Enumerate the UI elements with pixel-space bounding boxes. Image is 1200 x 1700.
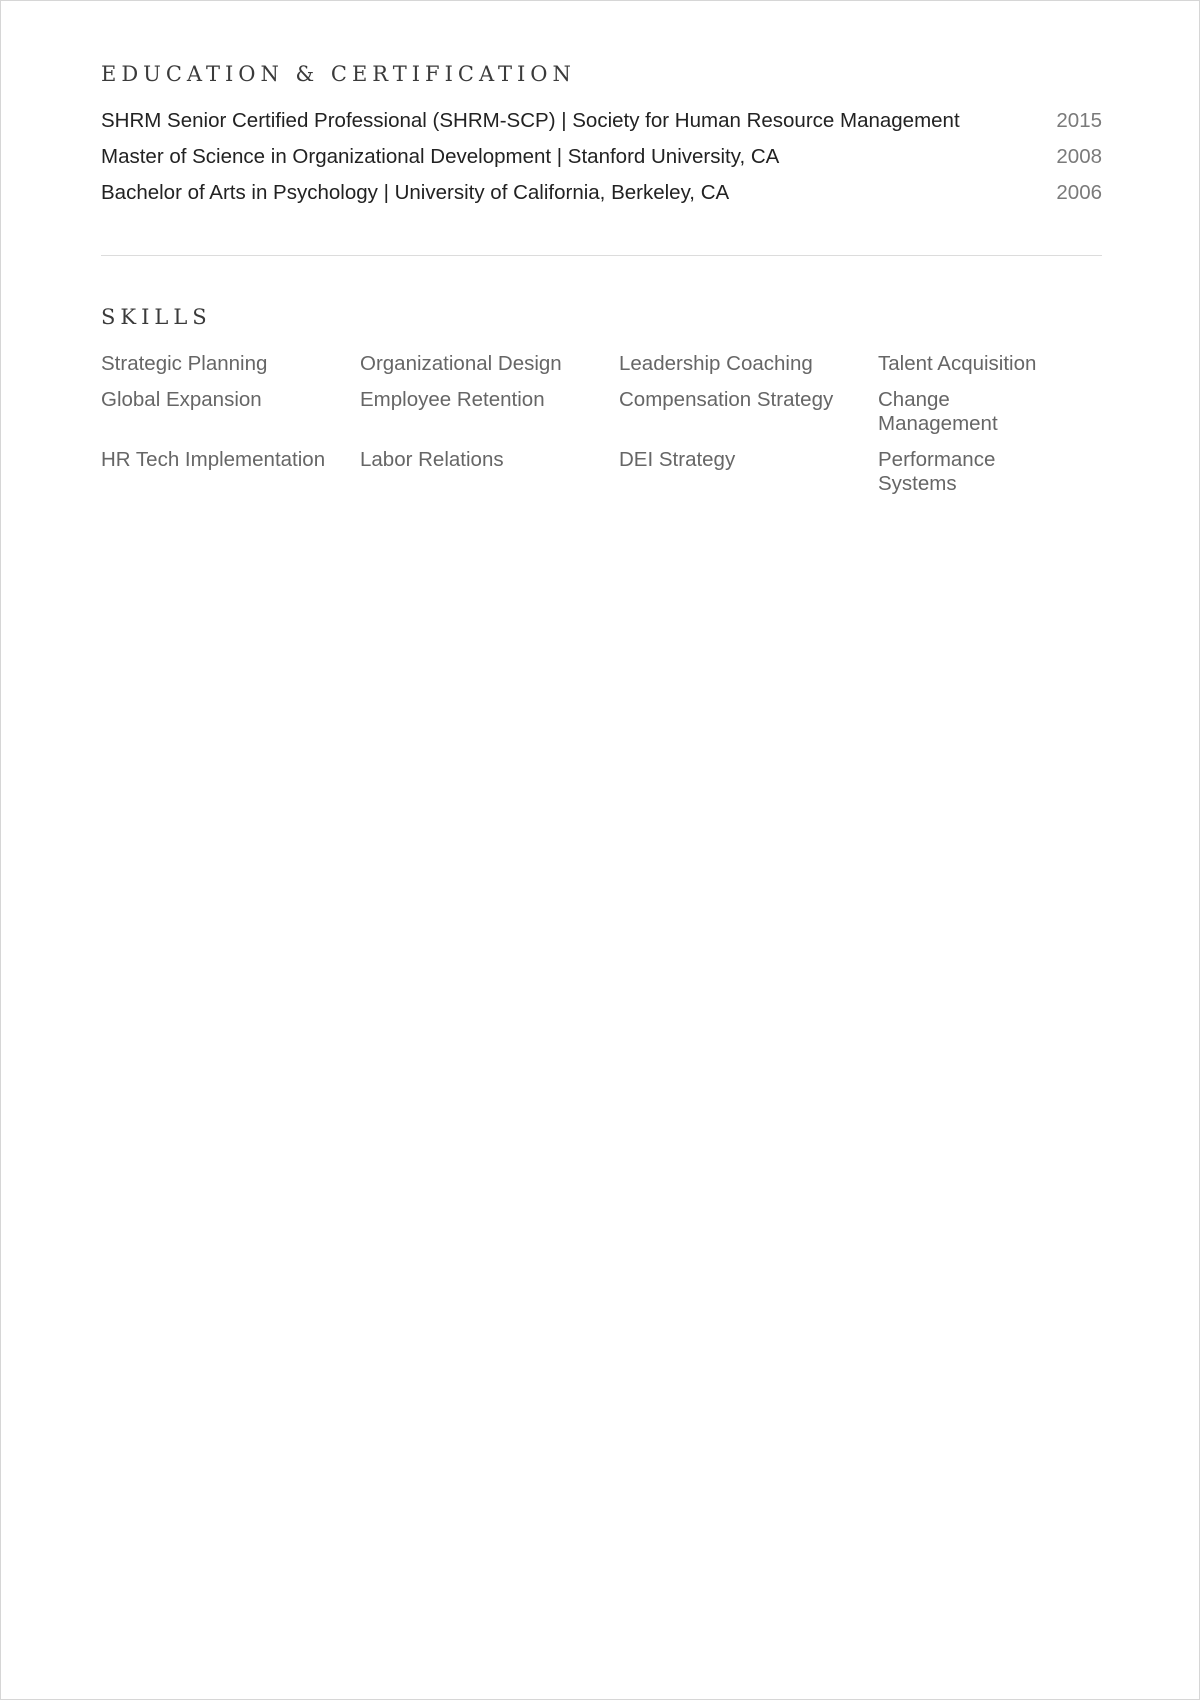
skill-item: HR Tech Implementation [101,448,326,471]
skills-heading: SKILLS [101,305,212,329]
education-list [101,109,1102,217]
skill-item: Strategic Planning [101,352,268,375]
skill-item: DEI Strategy [619,448,736,471]
skill-item: Employee Retention [360,388,545,411]
skills-grid [101,352,1102,496]
skill-item: Organizational Design [360,352,562,375]
education-item-year: 2008 [1056,145,1102,168]
education-item-title: Master of Science in Organizational Development | Stanford University, CA [101,145,780,168]
education-item-year: 2006 [1056,181,1102,204]
skill-item: Performance Systems [878,448,996,495]
skills-section [101,302,1102,496]
education-item-year: 2015 [1056,109,1102,132]
education-heading: EDUCATION & CERTIFICATION [101,62,576,86]
skill-item: Compensation Strategy [619,388,834,411]
skill-item: Global Expansion [101,388,262,411]
education-item [101,181,1102,217]
education-item-title: Bachelor of Arts in Psychology | University of California, Berkeley, CA [101,181,730,204]
resume-content [101,59,1102,496]
education-section [101,59,1102,217]
section-divider [101,255,1102,256]
education-item [101,145,1102,181]
education-item-title: SHRM Senior Certified Professional (SHRM-SCP) | Society for Human Resource Management [101,109,960,132]
skill-item: Leadership Coaching [619,352,813,375]
skill-item: Change Management [878,388,998,435]
skill-item: Talent Acquisition [878,352,1037,375]
education-item [101,109,1102,145]
skill-item: Labor Relations [360,448,504,471]
